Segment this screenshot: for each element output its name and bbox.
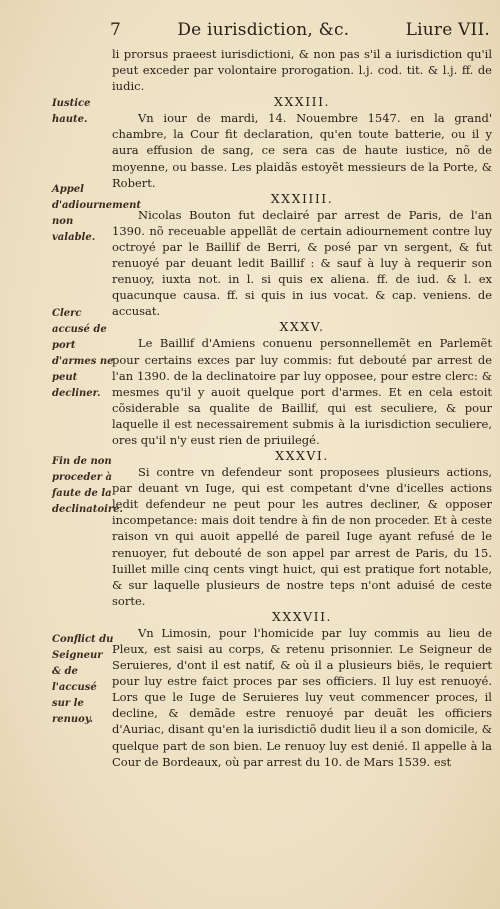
section-text: Vn iour de mardi, 14. Nouembre 1547. en la grand' chambre, la Cour fit declaration, qu'en toute batterie, ou il y aura effusion de sang, ce sera cas de haute iustice, nõ de moyenne, ou basse. Les plaidãs estoyẽt messieurs de la Porte, & Robert.: [112, 111, 492, 190]
margin-note-4: Fin de non proceder à faute de la declinatoire.: [52, 456, 123, 515]
section-text: Si contre vn defendeur sont proposees plusieurs actions, par deuant vn Iuge, qui est competant d'vne d'icelles actions ledit defendeur ne peut pour les autres decliner, & opposer incompetance: mais doit tendre à fin de non proceder. Et à ceste raison vn qui auoit appellé de pareil Iuge ayant refusé de le renuoyer, fut debouté de son appel par arrest de Paris, du 15. Iuillet mille cinq cents vingt huict, qui est pratique fort notable, & sur laquelle plusieurs de nostre teps n'ont aduisé de ceste sorte.: [112, 465, 492, 608]
section-numeral: XXXIII.: [274, 94, 330, 110]
section-text: Vn Limosin, pour l'homicide par luy commis au lieu de Pleux, est saisi au corps, & retenu prisonnier. Le Seigneur de Seruieres, d'ont il est natif, & où il a plusieurs biës, le requiert pour luy estre faict proces par ses officiers. Il luy est renuoyé. Lors que le Iuge de Seruieres luy veut commencer proces, il decline, & demãde estre renuoyé par deuãt les officiers d'Auriac, disant qu'en la iurisdictiõ dudit lieu il a son domicile, & quelque part de son bien. Le renuoy luy est denié. Il appelle à la Cour de Bordeaux, où par arrest du 10. de Mars 1539. est: [112, 625, 492, 769]
section-text: Nicolas Bouton fut declairé par arrest de Paris, de l'an 1390. nõ receuable appellãt de certain adiournement contre luy octroyé par le Baillif de Berri, & posé par vn sergent, & fut renuoyé par deuant ledit Baillif : & sauf à luy à requerir son renuoy, iuxta not. in l. si quis ex aliena. ff. de iud. & l. ex quacunque causa. ff. si quis in ius vocat. & cap. veniens. de accusat.: [112, 207, 492, 319]
section-numeral: XXXVI.: [275, 448, 329, 464]
book-label: Liure VII.: [405, 20, 490, 40]
section-numeral: XXXIIII.: [270, 190, 334, 206]
section-numeral: XXXV.: [279, 319, 325, 335]
running-header: [110, 20, 490, 40]
running-title: De iurisdiction, &c.: [177, 20, 350, 40]
section-numeral: XXXVII.: [271, 608, 333, 624]
page-bottom-margin: [0, 790, 500, 909]
margin-note-3: Clerc accusé de port d'armes ne peut decliner.: [52, 308, 114, 399]
section-text: li prorsus praeest iurisdictioni, & non pas s'il a iurisdiction qu'il peut exceder par volontaire prorogation. l.j. cod. tit. & l.j. ff. de iudic.: [112, 47, 492, 94]
section-text: Le Baillif d'Amiens conuenu personnellemẽt en Parlemẽt pour certains exces par luy commis: fut debouté par arrest de l'an 1390. de la declinatoire par luy opposee, pour estre clerc: & mesmes qu'il y auoit quelque port d'armes. Et en cela estoit cõsiderable sa qualite de Baillif, qui est seculiere, & pour laquelle il est necessairement submis à la iurisdiction seculiere, ores qu'il n'y eust rien de priuilegé.: [112, 336, 492, 447]
page-number: 7: [110, 20, 122, 40]
main-text: [112, 46, 492, 770]
margin-note-2: Appel d'adiournement non valable.: [52, 184, 141, 243]
margin-note-1: Iustice haute.: [52, 98, 91, 125]
margin-note-5: Conflict du Seigneur & de l'accusé sur le renuoy.: [52, 634, 114, 725]
